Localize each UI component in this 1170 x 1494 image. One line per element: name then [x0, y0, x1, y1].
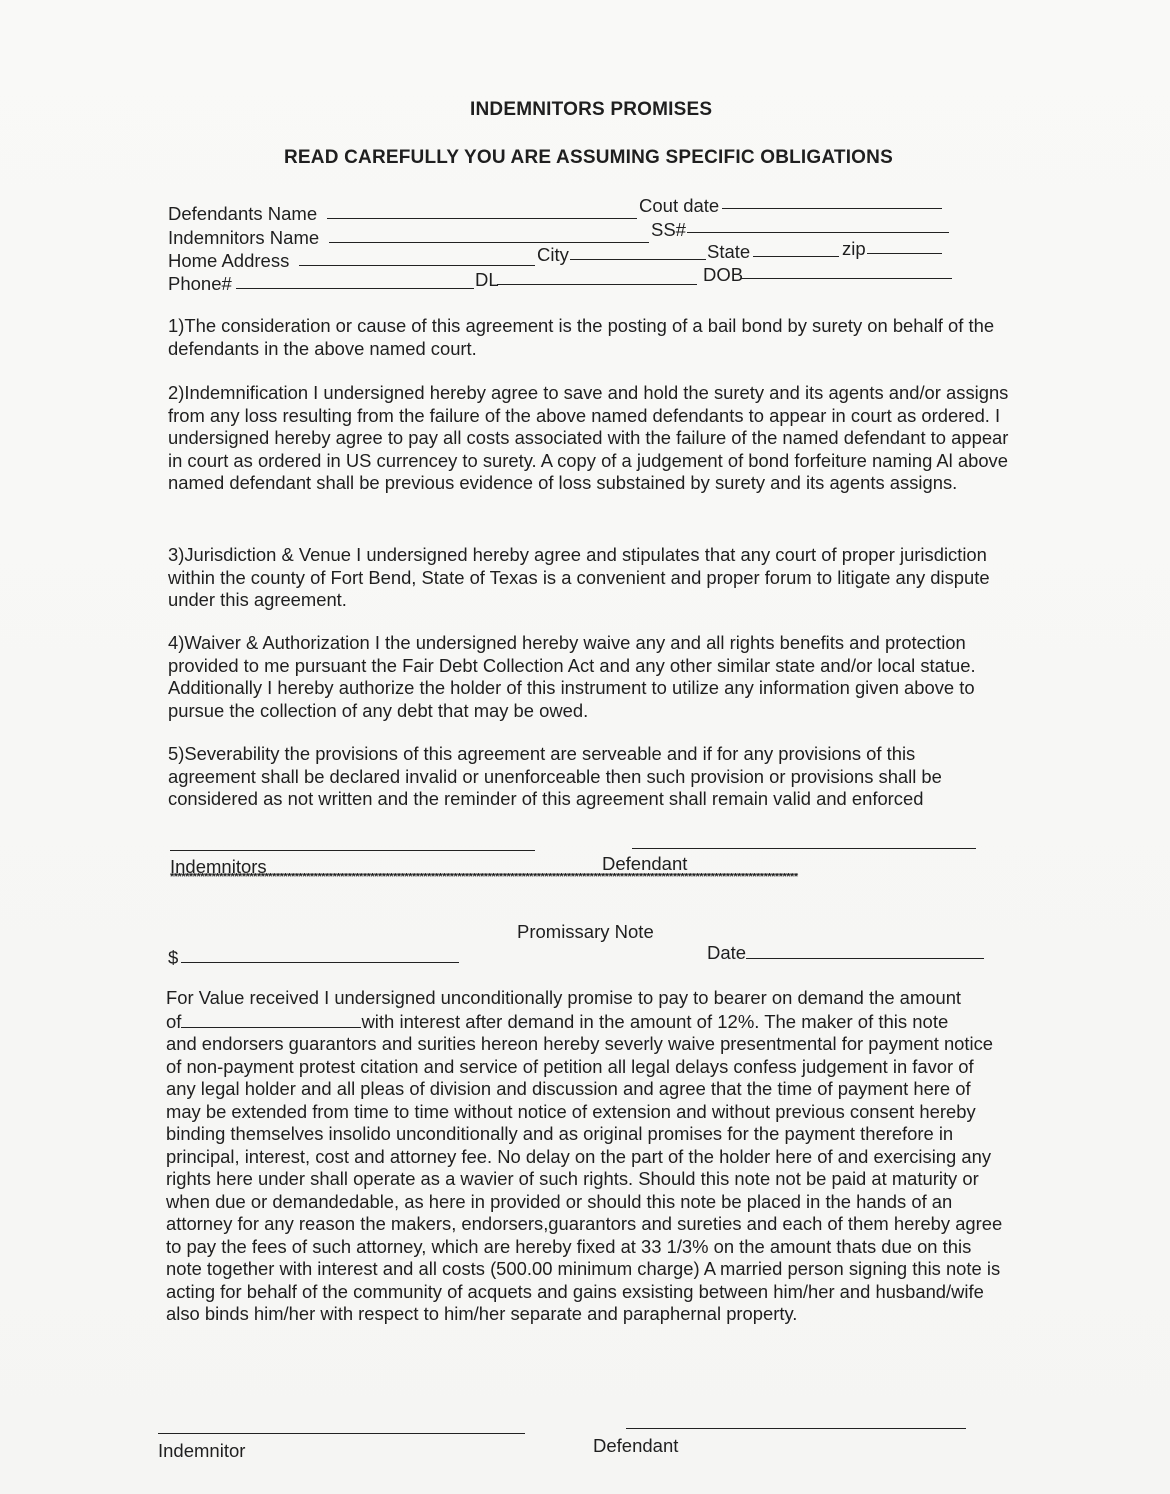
clause-3: 3)Jurisdiction & Venue I undersigned hereby agree and stipulates that any court of proper jurisdiction within the county of Fort Bend, State of Texas is a convenient and proper forum to litigate any dispute under this agreement. [168, 544, 990, 610]
state-line[interactable] [753, 256, 839, 257]
note-body-of-row [166, 1011, 948, 1033]
ss-line[interactable] [687, 232, 949, 233]
zip-label: zip [842, 238, 866, 259]
state-label: State [707, 241, 751, 262]
city-label: City [537, 244, 569, 265]
asterisk-separator: ********************************************************************************************************************************************************************** [170, 873, 798, 881]
defendants-name-line[interactable] [327, 218, 637, 219]
phone-line[interactable] [236, 288, 474, 289]
note-body-intro: For Value received I undersigned unconditionally promise to pay to bearer on demand the amount [166, 987, 962, 1008]
defendants-name-label: Defendants Name [168, 203, 318, 224]
zip-line[interactable] [867, 253, 942, 254]
indemnitors-signature-line[interactable] [170, 850, 535, 851]
note-body: and endorsers guarantors and surities hereon hereby severly waive presentmental for payment notice of non-payment protest citation and service of petition all legal delays confess judgement in favor of any legal holder and all pleas of division and discussion and agree that the time of payment here of may be extended from time to time without notice of extension and without previous consent hereby binding themselves insolido unconditionally and as original promises for the payment therefore in principal, interest, cost and attorney fee. No delay on the part of the holder here of and exercising any rights here under shall operate as a wavier of such rights. Should this note not be paid at maturity or when due or demandedable, as here in provided or should this note be placed in the hands of an attorney for any reason the makers, endorsers,guarantors and sureties and each of them hereby agree to pay the fees of such attorney, which are hereby fixed at 33 1/3% on the amount thats due on this note together with interest and all costs (500.00 minimum charge) A married person signing this note is acting for behalf of the community of acquets and gains exsisting between him/her and husband/wife also binds him/her with respect to him/her separate and paraphernal property. [166, 1033, 1003, 1324]
clause-5: 5)Severability the provisions of this agreement are serveable and if for any provisions of this agreement shall be declared invalid or unenforceable then such provision or provisions shall be considered as not written and the reminder of this agreement shall remain valid and enforced [168, 743, 942, 809]
court-date-line[interactable] [722, 208, 942, 209]
dollar-sign: $ [168, 947, 179, 968]
ss-label: SS# [651, 219, 686, 240]
dl-label: DL [475, 269, 499, 290]
form-title: INDEMNITORS PROMISES [470, 99, 713, 120]
indemnitors-signature-label: Indemnitors [170, 856, 267, 877]
clause-2: 2)Indemnification I undersigned hereby agree to save and hold the surety and its agents and/or assigns from any loss resulting from the failure of the above named defendants to appear in court as ordered. I undersigned hereby agree to pay all costs associated with the failure of the named defendant to appear in court as ordered in US currencey to surety. A copy of a judgement of bond forfeiture naming Al above named defendant shall be previous evidence of loss substained by surety and its agents assigns. [168, 382, 1009, 493]
indemnitor-signature-line[interactable] [158, 1433, 525, 1434]
note-body-of: of [166, 1011, 182, 1032]
note-title: Promissary Note [517, 921, 654, 942]
clause-1: 1)The consideration or cause of this agreement is the posting of a bail bond by surety on behalf of the defendants in the above named court. [168, 315, 995, 359]
note-body-after-blank: with interest after demand in the amount of 12%. The maker of this note [361, 1011, 949, 1032]
home-address-label: Home Address [168, 250, 290, 271]
dob-line[interactable] [741, 278, 952, 279]
amount-line[interactable] [181, 962, 459, 963]
home-address-line[interactable] [299, 265, 535, 266]
note-defendant-signature-label: Defendant [593, 1435, 679, 1456]
defendant-signature-line[interactable] [632, 848, 976, 849]
court-date-label: Cout date [639, 195, 720, 216]
defendant-signature-label: Defendant [602, 853, 688, 874]
date-label: Date [707, 942, 747, 963]
city-line[interactable] [570, 259, 706, 260]
note-defendant-signature-line[interactable] [626, 1428, 966, 1429]
indemnitor-signature-label: Indemnitor [158, 1440, 246, 1461]
phone-label: Phone# [168, 273, 232, 294]
indemnitors-name-label: Indemnitors Name [168, 227, 320, 248]
date-line[interactable] [746, 958, 984, 959]
form-subtitle: READ CAREFULLY YOU ARE ASSUMING SPECIFIC OBLIGATIONS [284, 147, 893, 168]
clause-4: 4)Waiver & Authorization I the undersigned hereby waive any and all rights benefits and protection provided to me pursuant the Fair Debt Collection Act and any other similar state and/or local statue. Additionally I hereby authorize the holder of this instrument to utilize any information given above to pursue the collection of any debt that may be owed. [168, 632, 976, 721]
dob-label: DOB [703, 264, 744, 285]
indemnitors-name-line[interactable] [329, 242, 649, 243]
dl-line[interactable] [497, 284, 697, 285]
interest-amount-line[interactable] [181, 1013, 361, 1028]
